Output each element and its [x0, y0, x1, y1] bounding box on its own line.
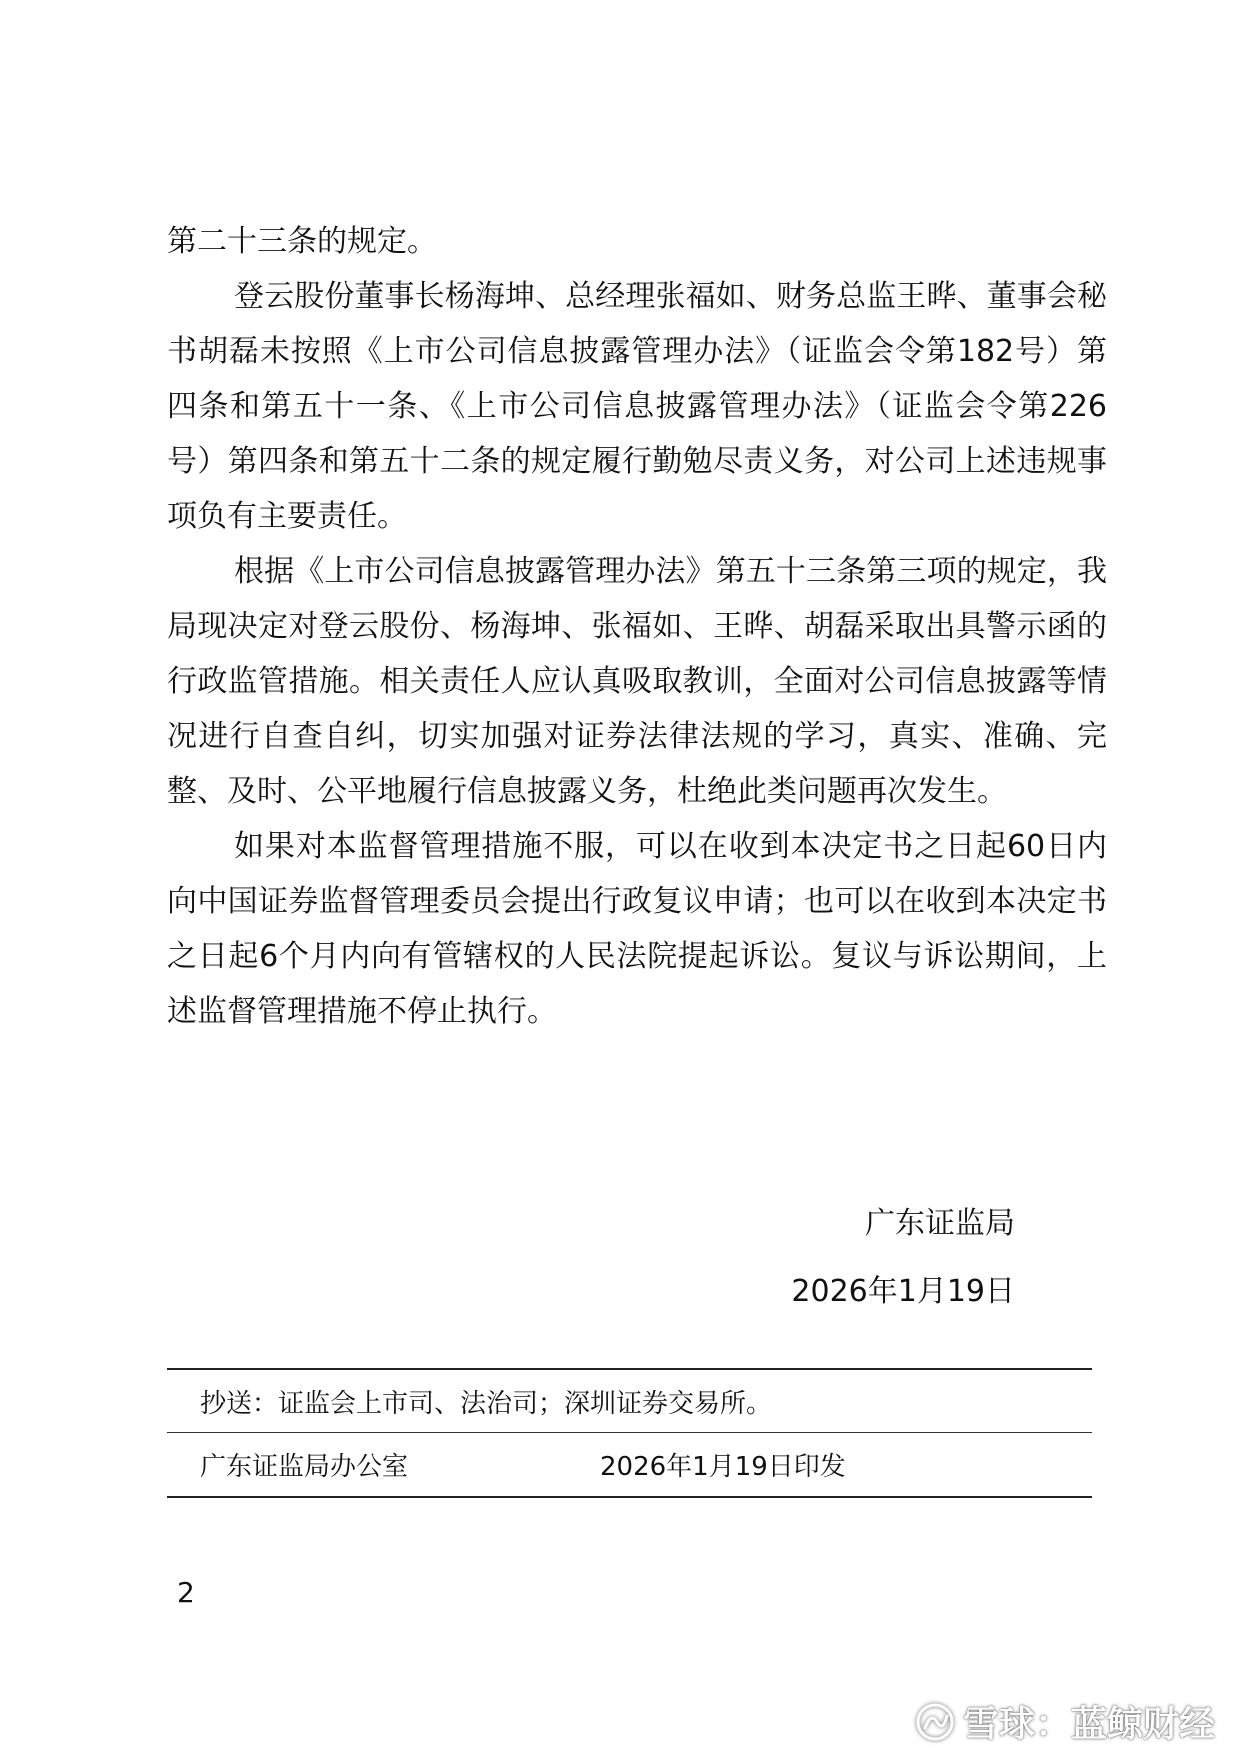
- cc-text: 抄送：证监会上市司、法治司；深圳证券交易所。: [200, 1388, 773, 1419]
- cc-block: [167, 1368, 1092, 1498]
- paragraph-1: 第二十三条的规定。: [167, 224, 437, 259]
- paragraph-2: 登云股份董事长杨海坤、总经理张福如、财务总监王晔、董事会秘书胡磊未按照《上市公司信息披露管理办法》（证监会令第182号）第四条和第五十一条、《上市公司信息披露管理办法》（证监会令第226号）第四条和第五十二条的规定履行勤勉尽责义务，对公司上述违规事项负有主要责任。: [167, 279, 1107, 534]
- issue-date: 2026年1月19日印发: [600, 1452, 846, 1482]
- document-body: [167, 214, 1107, 1039]
- cc-line: [167, 1370, 1092, 1432]
- xueqiu-logo-icon: [915, 1702, 955, 1742]
- paragraph-3: 根据《上市公司信息披露管理办法》第五十三条第三项的规定，我局现决定对登云股份、杨海坤、张福如、王晔、胡磊采取出具警示函的行政监管措施。相关责任人应认真吸取教训，全面对公司信息披露等情况进行自查自纠，切实加强对证券法律法规的学习，真实、准确、完整、及时、公平地履行信息披露义务，杜绝此类问题再次发生。: [167, 554, 1107, 809]
- issue-line: [167, 1433, 1092, 1496]
- signature-date: 2026年1月19日: [791, 1274, 1015, 1309]
- watermark-text: 雪球：蓝鲸财经: [962, 1704, 1215, 1745]
- page-number: 2: [177, 1576, 195, 1609]
- signature-org: 广东证监局: [865, 1206, 1015, 1241]
- paragraph-4: 如果对本监督管理措施不服，可以在收到本决定书之日起60日内向中国证券监督管理委员会提出行政复议申请；也可以在收到本决定书之日起6个月内向有管辖权的人民法院提起诉讼。复议与诉讼期间，上述监督管理措施不停止执行。: [167, 829, 1107, 1029]
- bottom-rule: [167, 1496, 1092, 1498]
- watermark: [915, 1696, 1215, 1747]
- issue-office: 广东证监局办公室: [200, 1452, 409, 1482]
